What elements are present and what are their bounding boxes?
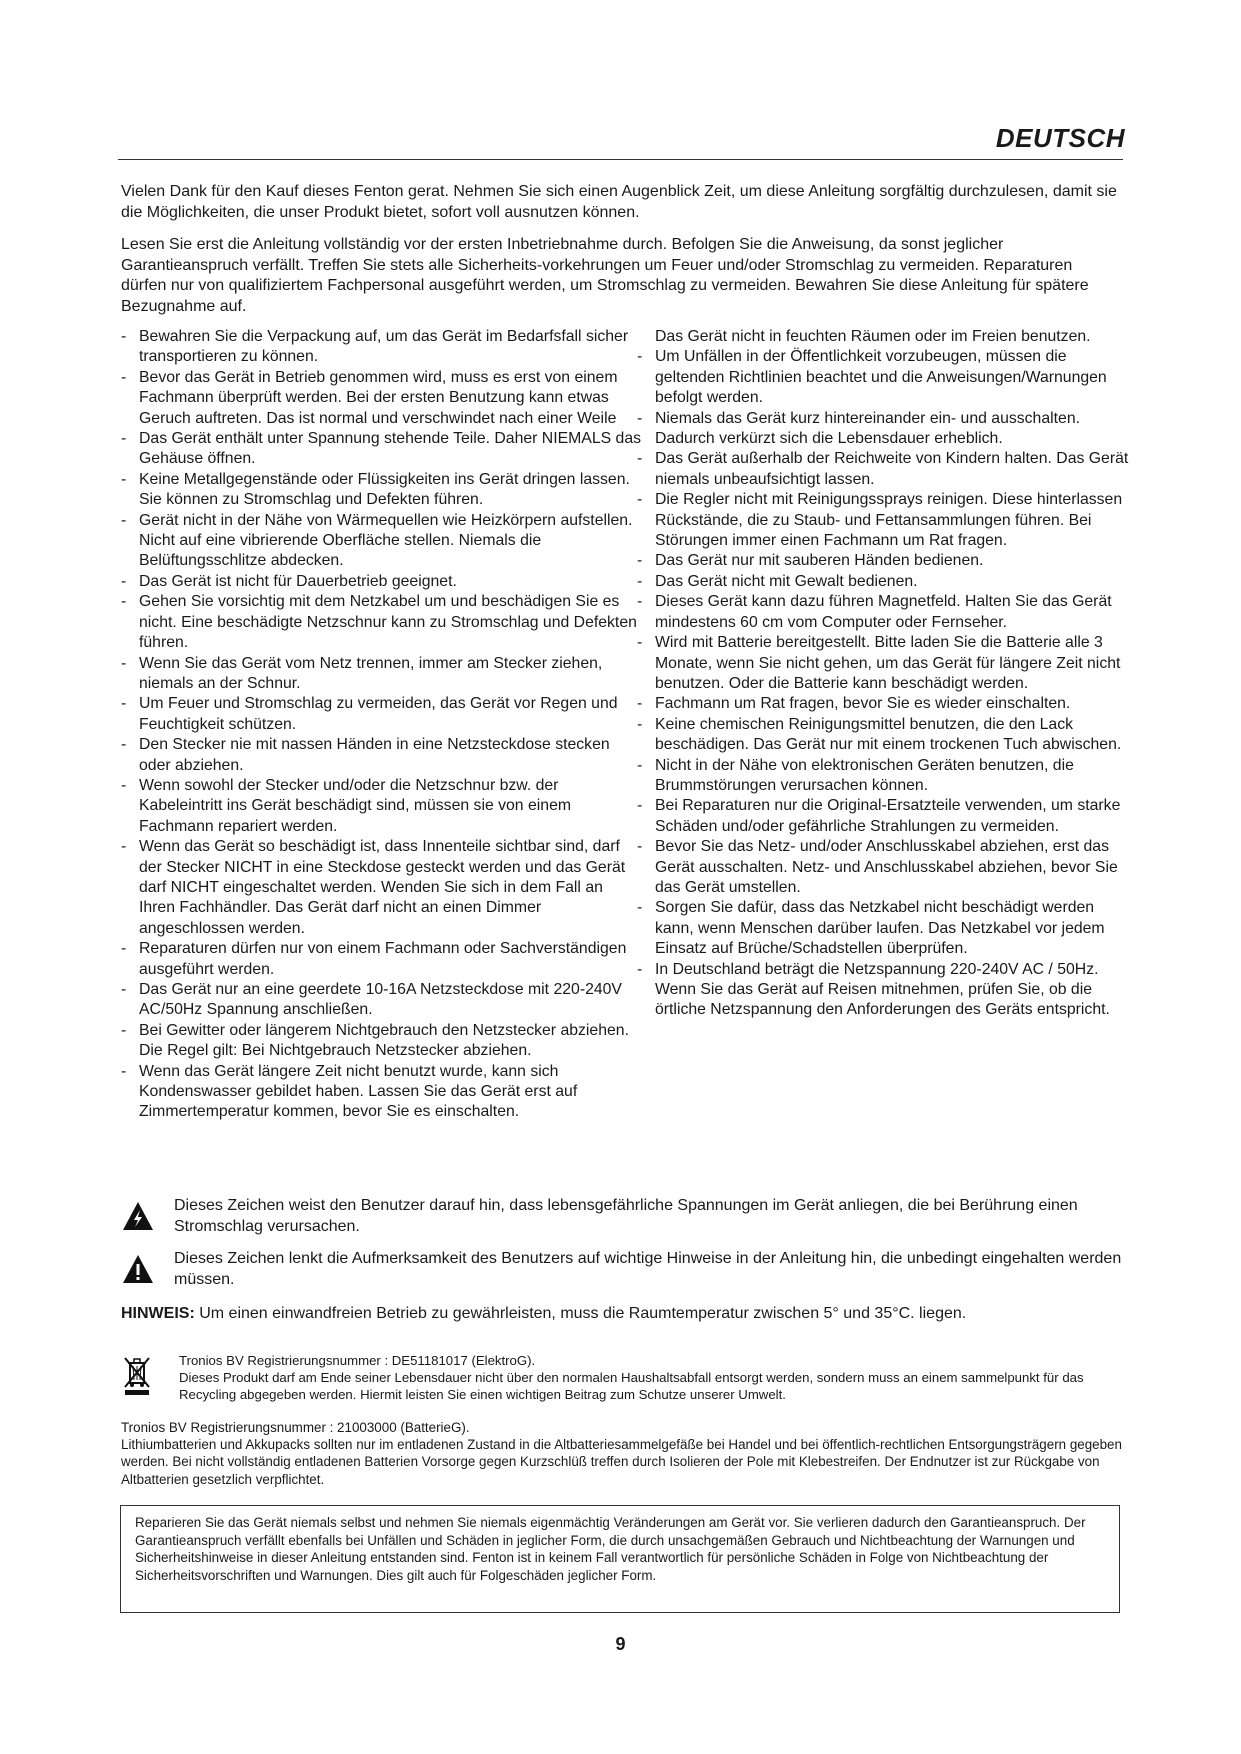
- list-item: [637, 347, 1137, 408]
- bullet-dash: -: [121, 736, 127, 754]
- list-item: [637, 409, 1137, 450]
- list-item-text: Dieses Gerät kann dazu führen Magnetfeld. Halten Sie das Gerät mindestens 60 cm vom Computer oder Fernseher.: [655, 593, 1112, 631]
- list-item-text: Reparaturen dürfen nur von einem Fachmann oder Sachverständigen ausgeführt werden.: [139, 940, 627, 978]
- list-item-text: Bei Reparaturen nur die Original-Ersatzteile verwenden, um starke Schäden und/oder gefährliche Strahlungen zu vermeiden.: [655, 797, 1121, 835]
- bullet-dash: -: [121, 328, 127, 345]
- bullet-dash: -: [637, 348, 643, 366]
- bullet-dash: -: [121, 654, 127, 672]
- list-item-text: Das Gerät außerhalb der Reichweite von Kindern halten. Das Gerät niemals unbeaufsichtigt lassen.: [655, 450, 1129, 488]
- list-item: [637, 633, 1137, 694]
- list-item-continuation: Das Gerät nicht in feuchten Räumen oder im Freien benutzen.: [655, 328, 1091, 345]
- list-item: [637, 551, 1137, 571]
- list-item: [121, 1021, 641, 1062]
- list-item-text: Fachmann um Rat fragen, bevor Sie es wieder einschalten.: [655, 695, 1071, 713]
- bullet-dash: -: [121, 695, 127, 713]
- list-item-text: Den Stecker nie mit nassen Händen in eine Netzsteckdose stecken oder abziehen.: [139, 736, 610, 774]
- voltage-warning-text: Dieses Zeichen weist den Benutzer darauf hin, dass lebensgefährliche Spannungen im Gerät anliegen, die bei Berührung einen Stromschlag verursachen.: [174, 1197, 1078, 1235]
- list-item-text: Um Feuer und Stromschlag zu vermeiden, das Gerät vor Regen und Feuchtigkeit schützen.: [139, 695, 618, 733]
- bullet-dash: -: [637, 960, 643, 978]
- list-item-text: Um Unfällen in der Öffentlichkeit vorzubeugen, müssen die geltenden Richtlinien beachtet und die Anweisungen/Warnungen befolgt werden.: [655, 348, 1107, 407]
- bullet-dash: -: [637, 838, 643, 856]
- battery-registration: Tronios BV Registrierungsnummer : 21003000 (BatterieG).: [121, 1420, 470, 1435]
- list-item: [637, 572, 1137, 592]
- safety-list-left: [121, 327, 641, 1123]
- list-item-text: Das Gerät ist nicht für Dauerbetrieb geeignet.: [139, 572, 457, 590]
- notice-text: Um einen einwandfreien Betrieb zu gewährleisten, muss die Raumtemperatur zwischen 5° und 35°C. liegen.: [194, 1305, 967, 1322]
- list-item: [121, 572, 641, 592]
- list-item: [121, 470, 641, 511]
- bullet-dash: -: [121, 593, 127, 611]
- list-item: [121, 1062, 641, 1123]
- bullet-dash: -: [637, 797, 643, 815]
- intro-paragraph: Lesen Sie erst die Anleitung vollständig vor der ersten Inbetriebnahme durch. Befolgen Sie die Anweisung, da sonst jeglicher Garantieanspruch verfällt. Treffen Sie stets alle Sicherheits-vorkehrungen um Feuer und/oder Stromschlag zu vermeiden. Reparaturen dürfen nur von qualifiziertem Fachpersonal ausgeführt werden, um Stromschlag zu vermeiden. Bewahren Sie diese Anleitung für spätere Bezugnahme auf.: [121, 236, 1089, 315]
- battery-description: Lithiumbatterien und Akkupacks sollten nur im entladenen Zustand in die Altbatteriesammelgefäße bei Handel und bei öffentlich-rechtlichen Entsorgungsträgern gegeben werden. Bei nicht vollständig entladenen Batterien Vorsorge gegen Kurzschlüß treffen durch Isolieren der Pole mit Klebestreifen. Der Endnutzer ist zur Rückgabe von Altbatterien gesetzlich verpflichtet.: [121, 1437, 1122, 1487]
- list-item-text: Sorgen Sie dafür, dass das Netzkabel nicht beschädigt werden kann, wenn Menschen darüber laufen. Das Netzkabel vor jedem Einsatz auf Brüche/Schadstellen überprüfen.: [655, 899, 1105, 958]
- bullet-dash: -: [637, 899, 643, 917]
- bullet-dash: -: [637, 756, 643, 774]
- bullet-dash: -: [121, 572, 127, 590]
- bullet-dash: -: [121, 1021, 127, 1039]
- list-item-text: Das Gerät nur mit sauberen Händen bedienen.: [655, 552, 984, 570]
- list-item: [637, 898, 1137, 959]
- bullet-dash: -: [637, 552, 643, 570]
- bullet-dash: -: [637, 634, 643, 652]
- list-item: [121, 837, 641, 939]
- disclaimer-box: Reparieren Sie das Gerät niemals selbst und nehmen Sie niemals eigenmächtig Veränderungen am Gerät vor. Sie verlieren dadurch den Garantieanspruch. Der Garantieanspruch verfällt ebenfalls bei Unfällen und Schäden in jeglicher Form, die durch unsachgemäßen Gebrauch und Nichtbeachtung der Warnungen und Sicherheitshinweise in dieser Anleitung entstanden sind. Fenton ist in keinem Fall verantwortlich für persönliche Schäden in Folge von Nichtbeachtung der Sicherheitsvorschriften und Warnungen. Dies gilt auch für Folgeschäden jeglicher Form.: [120, 1505, 1120, 1613]
- list-item: [121, 776, 641, 837]
- list-item: [637, 592, 1137, 633]
- list-item-text: Das Gerät enthält unter Spannung stehende Teile. Daher NIEMALS das Gehäuse öffnen.: [139, 430, 642, 468]
- list-item-text: Bevor Sie das Netz- und/oder Anschlusskabel abziehen, erst das Gerät ausschalten. Netz- und Anschlusskabel abziehen, bevor Sie das Gerät umstellen.: [655, 838, 1118, 896]
- bullet-dash: -: [121, 368, 127, 386]
- list-item: [637, 756, 1137, 797]
- list-item-text: Die Regler nicht mit Reinigungssprays reinigen. Diese hinterlassen Rückstände, die zu Staub- und Fettansammlungen führen. Bei Störungen immer einen Fachmann um Rat fragen.: [655, 491, 1123, 550]
- list-item-text: Bevor das Gerät in Betrieb genommen wird, muss es erst von einem Fachmann überprüft werden. Bei der ersten Benutzung kann etwas Geruch auftreten. Das ist normal und verschwindet nach einer Weile: [139, 368, 618, 427]
- list-item-text: Wenn das Gerät längere Zeit nicht benutzt wurde, kann sich Kondenswasser gebildet haben. Lassen Sie das Gerät erst auf Zimmertemperatur kommen, bevor Sie es einschalten.: [139, 1062, 578, 1121]
- notice-label: HINWEIS:: [121, 1305, 195, 1322]
- list-item: [121, 327, 641, 368]
- list-item-text: Niemals das Gerät kurz hintereinander ein- und ausschalten. Dadurch verkürzt sich die Lebensdauer erheblich.: [655, 409, 1080, 448]
- list-item: [121, 694, 641, 735]
- safety-list-right: [637, 327, 1137, 1021]
- list-item: [637, 960, 1137, 1021]
- bullet-dash: -: [121, 940, 127, 958]
- page-number: 9: [615, 1634, 626, 1654]
- list-item: [637, 715, 1137, 756]
- list-item-text: Bei Gewitter oder längerem Nichtgebrauch den Netzstecker abziehen. Die Regel gilt: Bei Nichtgebrauch Netzstecker abziehen.: [139, 1021, 629, 1060]
- crossed-bin-icon: [123, 1356, 151, 1396]
- notice: [121, 1304, 1121, 1325]
- bullet-dash: -: [121, 838, 127, 856]
- list-item: [121, 939, 641, 980]
- list-item: [121, 980, 641, 1021]
- list-item-text: Das Gerät nicht mit Gewalt bedienen.: [655, 572, 918, 590]
- list-item: [121, 735, 641, 776]
- bullet-dash: -: [637, 715, 643, 733]
- list-item-text: Keine Metallgegenstände oder Flüssigkeiten ins Gerät dringen lassen. Sie können zu Stromschlag und Defekten führen.: [139, 470, 630, 509]
- bullet-dash: -: [121, 776, 127, 794]
- exclamation-triangle-icon: [121, 1253, 155, 1285]
- list-item-text: In Deutschland beträgt die Netzspannung 220-240V AC / 50Hz. Wenn Sie das Gerät auf Reisen mitnehmen, prüfen Sie, ob die örtliche Netzspannung den Anforderungen des Geräts entspricht.: [655, 960, 1110, 1019]
- list-item: [637, 694, 1137, 714]
- list-item: [121, 429, 641, 470]
- list-item-text: Wenn sowohl der Stecker und/oder die Netzschnur bzw. der Kabeleintritt ins Gerät beschädigt sind, müssen sie von einem Fachmann repariert werden.: [139, 776, 572, 835]
- bullet-dash: -: [121, 511, 127, 529]
- intro-paragraph: Vielen Dank für den Kauf dieses Fenton gerat. Nehmen Sie sich einen Augenblick Zeit, um diese Anleitung sorgfältig durchzulesen, damit sie die Möglichkeiten, die unser Produkt bietet, sofort voll ausnutzen können.: [121, 183, 1117, 221]
- list-item-text: Wenn Sie das Gerät vom Netz trennen, immer am Stecker ziehen, niemals an der Schnur.: [139, 654, 603, 692]
- intro-section: [121, 182, 1121, 329]
- list-item-text: Gerät nicht in der Nähe von Wärmequellen wie Heizkörpern aufstellen. Nicht auf eine vibrierende Oberfläche stellen. Niemals die Belüftungsschlitze abdecken.: [139, 511, 633, 570]
- list-item-text: Gehen Sie vorsichtig mit dem Netzkabel um und beschädigen Sie es nicht. Eine beschädigte Netzschnur kann zu Stromschlag und Defekten führen.: [139, 593, 637, 652]
- bullet-dash: -: [637, 695, 643, 713]
- weee-description: Dieses Produkt darf am Ende seiner Lebensdauer nicht über den normalen Haushaltsabfall entsorgt werden, sondern muss an einem sammelpunkt für das Recycling abgegeben werden. Hiermit leisten Sie einen wichtigen Beitrag zum Schutze unserer Umwelt.: [179, 1370, 1084, 1402]
- bullet-dash: -: [637, 572, 643, 590]
- bullet-dash: -: [637, 491, 643, 509]
- weee-text: [179, 1352, 1124, 1403]
- attention-warning-text: Dieses Zeichen lenkt die Aufmerksamkeit des Benutzers auf wichtige Hinweise in der Anleitung hin, die unbedingt eingehalten werden müssen.: [174, 1250, 1122, 1288]
- weee-registration: Tronios BV Registrierungsnummer : DE51181017 (ElektroG).: [179, 1353, 536, 1368]
- bullet-dash: -: [637, 593, 643, 611]
- battery-section: [121, 1419, 1126, 1488]
- list-item: [637, 796, 1137, 837]
- header-divider: [118, 159, 1123, 160]
- bullet-dash: -: [121, 981, 127, 998]
- list-item: [121, 511, 641, 572]
- list-item-text: Bewahren Sie die Verpackung auf, um das Gerät im Bedarfsfall sicher transportieren zu können.: [139, 328, 629, 366]
- list-item-text: Wenn das Gerät so beschädigt ist, dass Innenteile sichtbar sind, darf der Stecker NICHT in eine Steckdose gesteckt werden und das Gerät darf NICHT eingeschaltet werden. Wenden Sie sich in dem Fall an Ihren Fachhändler. Das Gerät darf nicht an einen Dimmer angeschlossen werden.: [139, 838, 626, 937]
- list-item: [121, 592, 641, 653]
- bullet-dash: -: [121, 430, 127, 448]
- list-item-text: Keine chemischen Reinigungsmittel benutzen, die den Lack beschädigen. Das Gerät nur mit einem trockenen Tuch abwischen.: [655, 715, 1122, 754]
- list-item: [637, 837, 1137, 898]
- bullet-dash: -: [637, 450, 643, 468]
- bullet-dash: -: [121, 470, 127, 488]
- lightning-triangle-icon: [121, 1200, 155, 1232]
- language-heading: DEUTSCH: [995, 123, 1125, 153]
- list-item: [121, 368, 641, 429]
- list-item-text: Das Gerät nur an eine geerdete 10-16A Netzsteckdose mit 220-240V AC/50Hz Spannung anschließen.: [139, 981, 622, 1019]
- list-item: [637, 449, 1137, 490]
- list-item-text: Wird mit Batterie bereitgestellt. Bitte laden Sie die Batterie alle 3 Monate, wenn Sie nicht gehen, um das Gerät für längere Zeit nicht benutzen. Oder die Batterie kann beschädigt werden.: [655, 634, 1121, 692]
- list-item-text: Nicht in der Nähe von elektronischen Geräten benutzen, die Brummstörungen verursachen können.: [655, 756, 1074, 794]
- bullet-dash: -: [121, 1062, 127, 1080]
- list-item: [121, 654, 641, 695]
- bullet-dash: -: [637, 409, 643, 427]
- list-item: [637, 490, 1137, 551]
